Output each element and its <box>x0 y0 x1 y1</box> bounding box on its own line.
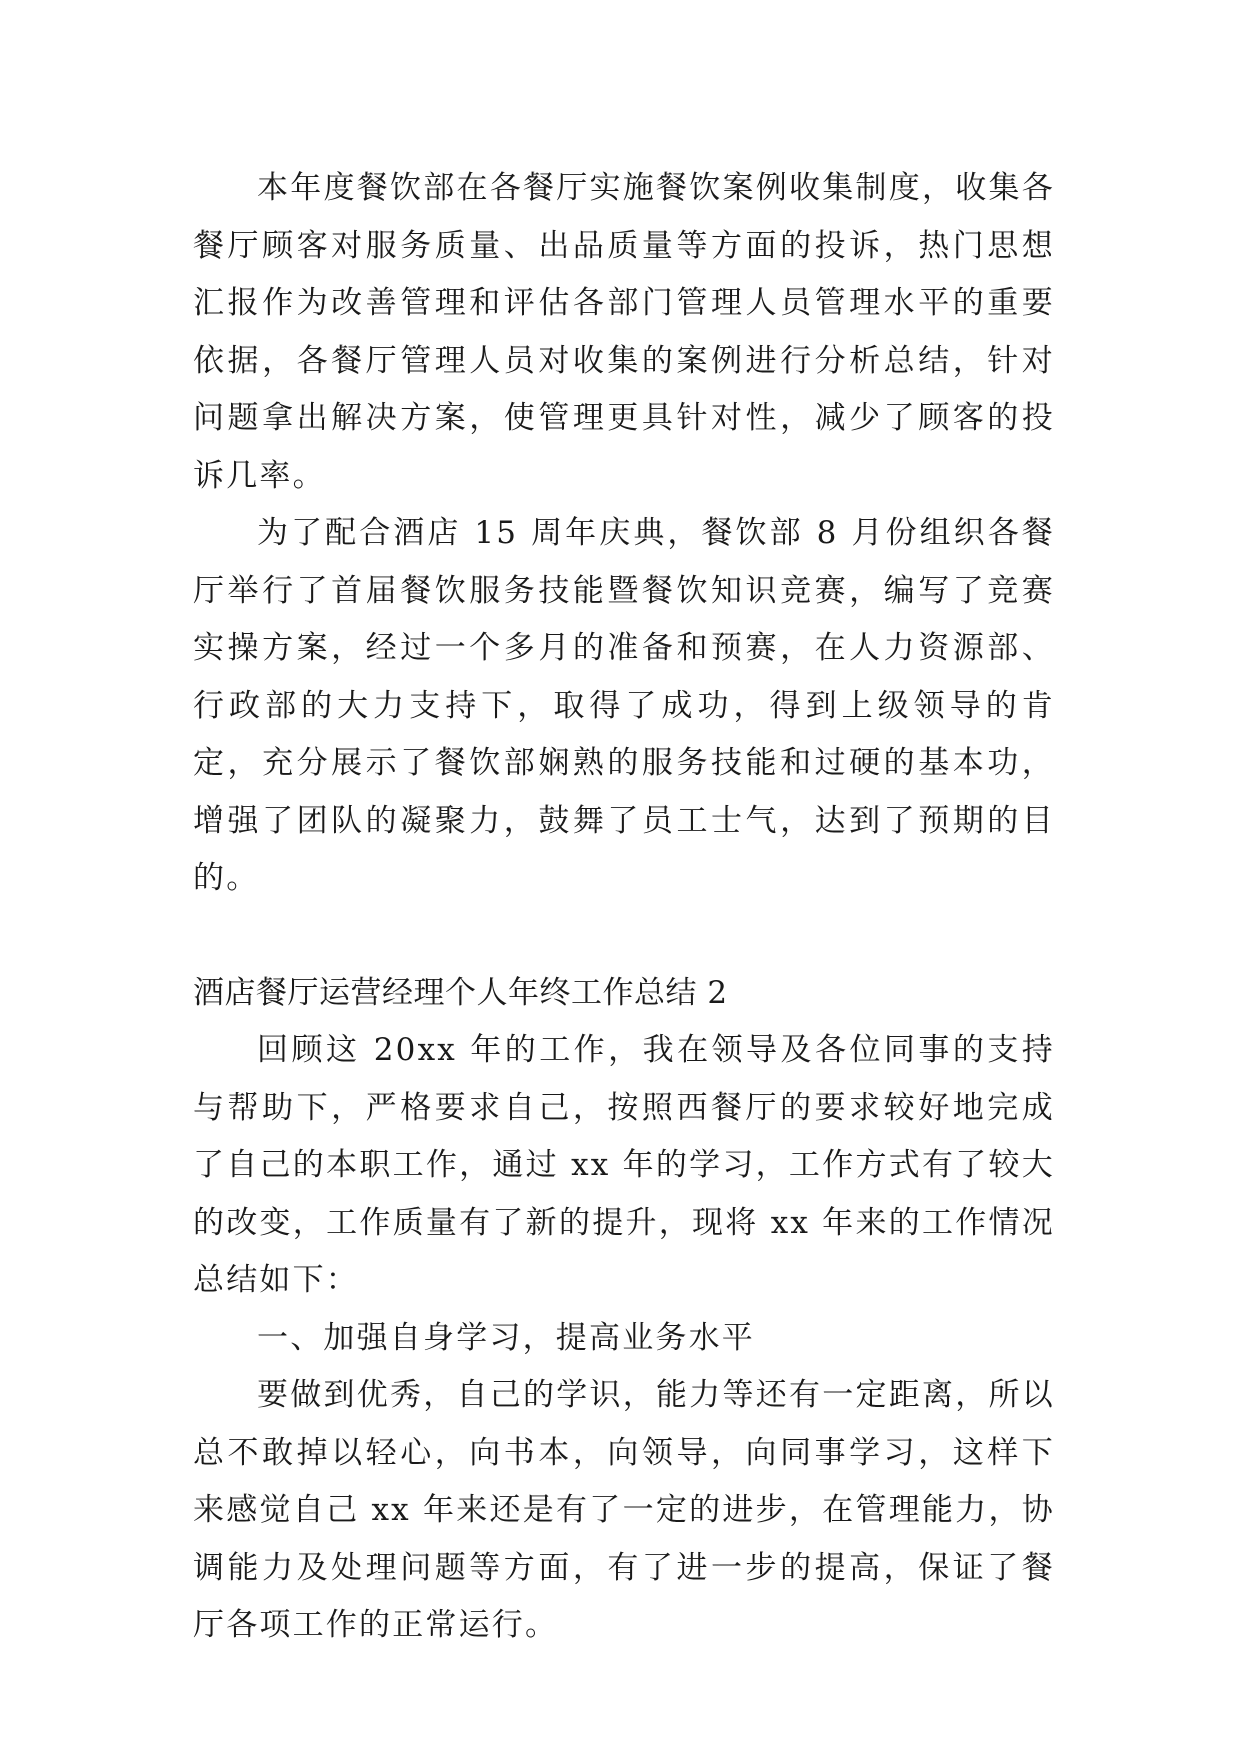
section-spacer <box>193 908 1055 965</box>
paragraph-self-study: 要做到优秀，自己的学识，能力等还有一定距离，所以总不敢掉以轻心，向书本，向领导，向同事学习，这样下来感觉自己 xx 年来还是有了一定的进步，在管理能力，协调能力及处理问题等方面，有了进一步的提高，保证了餐厅各项工作的正常运行。 <box>193 1377 1055 1643</box>
section-title: 酒店餐厅运营经理个人年终工作总结 2 <box>193 974 728 1011</box>
paragraph-case-collection: 本年度餐饮部在各餐厅实施餐饮案例收集制度，收集各餐厅顾客对服务质量、出品质量等方面的投诉，热门思想汇报作为改善管理和评估各部门管理人员管理水平的重要依据，各餐厅管理人员对收集的案例进行分析总结，针对问题拿出解决方案，使管理更具针对性，减少了顾客的投诉几率。 <box>193 170 1055 494</box>
paragraph-year-review: 回顾这 20xx 年的工作，我在领导及各位同事的支持与帮助下，严格要求自己，按照西餐厅的要求较好地完成了自己的本职工作，通过 xx 年的学习，工作方式有了较大的改变，工作质量有了新的提升，现将 xx 年来的工作情况总结如下： <box>193 1032 1055 1298</box>
subheading-self-study: 一、加强自身学习，提高业务水平 <box>257 1319 755 1356</box>
document-page <box>193 160 1055 1655</box>
paragraph-anniversary-contest: 为了配合酒店 15 周年庆典，餐饮部 8 月份组织各餐厅举行了首届餐饮服务技能暨餐饮知识竞赛，编写了竞赛实操方案，经过一个多月的准备和预赛，在人力资源部、行政部的大力支持下，取得了成功，得到上级领导的肯定，充分展示了餐饮部娴熟的服务技能和过硬的基本功，增强了团队的凝聚力，鼓舞了员工士气，达到了预期的目的。 <box>193 515 1055 896</box>
